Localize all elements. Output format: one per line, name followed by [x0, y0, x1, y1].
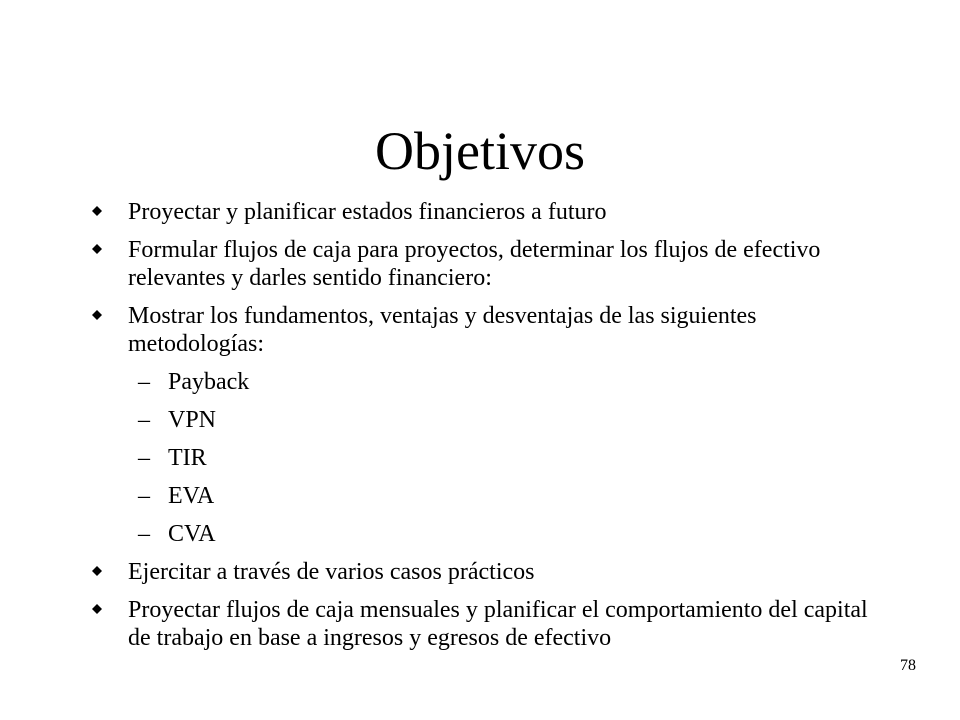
bullet-text: Proyectar y planificar estados financieros a futuro: [128, 199, 607, 225]
sub-list-item: [92, 520, 882, 548]
sub-item-text: CVA: [168, 521, 216, 547]
dash-marker: –: [138, 407, 150, 433]
bullet-item: [92, 198, 882, 226]
sub-item-text: VPN: [168, 407, 217, 433]
sub-list-item: [92, 444, 882, 472]
dash-marker: –: [138, 483, 150, 509]
bullet-text: Formular flujos de caja para proyectos, determinar los flujos de efectivo relevantes y darles sentido financiero:: [128, 237, 821, 291]
bullet-text: Mostrar los fundamentos, ventajas y desventajas de las siguientes metodologías:: [128, 303, 757, 357]
sub-list-item: [92, 482, 882, 510]
bullet-item: [92, 236, 882, 292]
bullet-item: [92, 558, 882, 586]
page-number: 78: [900, 657, 916, 674]
diamond-bullet-icon: [92, 244, 102, 254]
dash-marker: –: [138, 369, 150, 395]
sub-item-text: EVA: [168, 483, 215, 509]
bullet-text: Ejercitar a través de varios casos prácticos: [128, 559, 535, 585]
bullet-item: [92, 302, 882, 358]
sub-item-text: Payback: [168, 369, 250, 395]
bullet-text: Proyectar flujos de caja mensuales y planificar el comportamiento del capital de trabajo en base a ingresos y egresos de efectivo: [128, 597, 868, 651]
dash-marker: –: [138, 521, 150, 547]
diamond-bullet-icon: [92, 206, 102, 216]
sub-list: [92, 368, 882, 548]
bullet-item: [92, 596, 882, 652]
sub-item-text: TIR: [168, 445, 207, 471]
sub-list-item: [92, 406, 882, 434]
diamond-bullet-icon: [92, 566, 102, 576]
slide-content: [92, 198, 882, 662]
slide-title: Objetivos: [375, 121, 585, 181]
diamond-bullet-icon: [92, 310, 102, 320]
dash-marker: –: [138, 445, 150, 471]
sub-list-item: [92, 368, 882, 396]
diamond-bullet-icon: [92, 604, 102, 614]
